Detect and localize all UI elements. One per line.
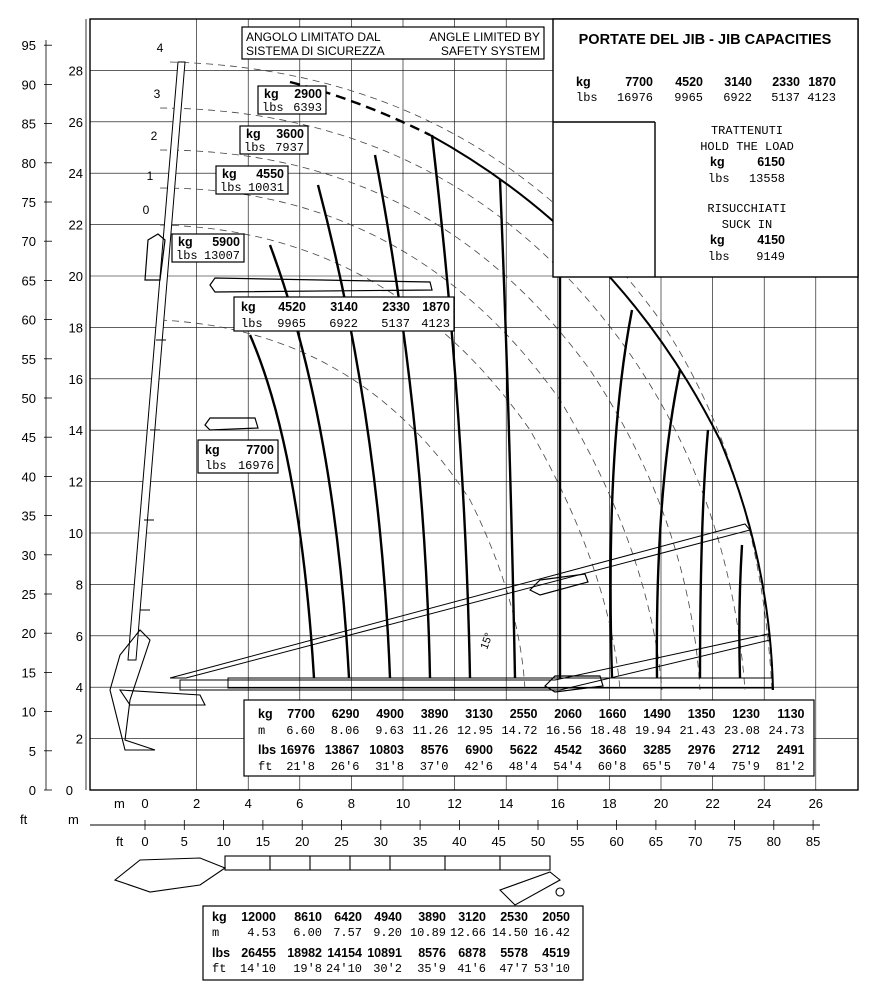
jib-lbs-label: lbs [576, 91, 598, 105]
hold-lbs-unit: lbs [708, 172, 730, 186]
ct-lbs-label: lbs [212, 946, 231, 960]
crane-m: 7.57 [333, 926, 362, 940]
y-axis-ft [22, 38, 52, 798]
outreach-ft: 60'8 [597, 760, 627, 774]
outreach-m: 14.72 [501, 724, 538, 738]
crane-lbs: 10891 [367, 946, 402, 960]
outreach-kg: 6290 [331, 707, 360, 721]
outreach-m: 12.95 [456, 724, 493, 738]
crane-m: 9.20 [373, 926, 402, 940]
outreach-kg: 1490 [643, 707, 671, 721]
outreach-kg: 1660 [598, 707, 627, 721]
jib-cap-kg: 7700 [625, 75, 653, 89]
ot-lbs-label: lbs [258, 743, 277, 757]
outreach-ft: 65'5 [642, 760, 671, 774]
y-tick-ft: 10 [21, 704, 36, 720]
outreach-kg: 4900 [376, 707, 404, 721]
y-tick-ft: 90 [21, 77, 36, 93]
x-tick-m: 22 [705, 796, 720, 811]
x-tick-ft: 10 [216, 834, 231, 849]
crane-ft: 24'10 [325, 962, 362, 976]
outreach-m: 18.48 [590, 724, 627, 738]
x-tick-m: 10 [395, 796, 411, 811]
low-capacity-box [198, 440, 278, 473]
jib-position-label: 1 [146, 169, 154, 183]
x-tick-ft: 80 [766, 834, 782, 849]
y-tick-m: 0 [65, 783, 73, 798]
outreach-kg: 2060 [554, 707, 582, 721]
x-tick-ft: 65 [648, 834, 664, 849]
jib-cap-kg: 3140 [724, 75, 752, 89]
y-tick-m: 28 [68, 63, 83, 79]
crane-lbs: 8576 [418, 946, 446, 960]
height-box-kg-label: kg [222, 167, 237, 181]
crane-kg: 3120 [458, 910, 486, 924]
y-tick-ft: 40 [21, 469, 36, 485]
y-unit-ft: ft [20, 812, 28, 827]
outreach-lbs: 3660 [598, 743, 627, 757]
y-tick-ft: 60 [21, 312, 36, 328]
x-tick-ft: 25 [334, 834, 349, 849]
outreach-ft: 81'2 [775, 760, 805, 774]
y-tick-m: 10 [68, 526, 83, 541]
jib-cap-lbs: 4123 [807, 91, 836, 105]
ot-kg-label: kg [258, 707, 273, 721]
safety-it-2: SISTEMA DI SICUREZZA [246, 44, 385, 58]
outreach-kg: 3890 [420, 707, 449, 721]
outreach-table [244, 700, 814, 776]
mid-box-lbs: 5137 [381, 317, 410, 331]
x-tick-ft: 85 [805, 834, 821, 849]
crane-ft: 19'8 [293, 962, 322, 976]
outreach-m: 23.08 [723, 724, 760, 738]
jib-cap-kg: 2330 [772, 75, 800, 89]
mid-box-kg: 1870 [422, 300, 450, 314]
height-box-lbs: 13007 [203, 249, 240, 263]
height-capacity-boxes [172, 86, 326, 263]
crane-m: 16.42 [533, 926, 570, 940]
mid-capacity-box [234, 297, 454, 331]
x-tick-m: 0 [141, 796, 149, 811]
outreach-ft: 48'4 [508, 760, 538, 774]
crane-m: 14.50 [491, 926, 528, 940]
x-tick-m: 24 [756, 796, 772, 811]
y-tick-ft: 5 [28, 743, 36, 759]
crane-kg: 2050 [542, 910, 570, 924]
y-axis-m [66, 19, 86, 798]
x-tick-ft: 40 [452, 834, 467, 849]
hold-label-it: TRATTENUTI [710, 124, 784, 138]
outreach-ft: 31'8 [375, 760, 404, 774]
y-tick-ft: 55 [21, 351, 36, 367]
crane-kg: 2530 [500, 910, 528, 924]
y-unit-m: m [68, 812, 79, 827]
mid-box-kg: 3140 [330, 300, 358, 314]
x-tick-m: 8 [347, 796, 356, 811]
outreach-lbs: 5622 [509, 743, 538, 757]
crane-ft: 35'9 [417, 962, 446, 976]
y-tick-m: 2 [75, 731, 83, 747]
crane-m: 10.89 [409, 926, 446, 940]
x-tick-ft: 30 [373, 834, 389, 849]
jib-kg-label: kg [576, 75, 591, 89]
x-tick-ft: 5 [180, 834, 188, 849]
y-tick-ft: 75 [21, 195, 36, 210]
outreach-m: 21.43 [679, 724, 716, 738]
ct-m-label: m [212, 926, 220, 940]
y-tick-m: 26 [68, 114, 83, 130]
outreach-m: 24.73 [768, 724, 805, 738]
outreach-lbs: 16976 [280, 743, 315, 757]
outreach-ft: 70'4 [686, 760, 716, 774]
mid-kg-label: kg [241, 300, 256, 314]
outreach-ft: 21'8 [286, 760, 315, 774]
jib-cap-kg: 1870 [808, 75, 836, 89]
crane-bottom-drawing [115, 856, 564, 905]
x-tick-m: 14 [498, 796, 514, 811]
jib-position-labels [143, 41, 164, 217]
x-tick-ft: 55 [570, 834, 585, 849]
y-tick-ft: 30 [21, 547, 36, 563]
suck-kg-unit: kg [710, 233, 725, 247]
x-tick-m: 12 [447, 796, 462, 811]
crane-ft: 47'7 [499, 962, 528, 976]
x-tick-m: 26 [808, 796, 824, 811]
y-tick-m: 18 [68, 320, 83, 336]
jib-position-label: 0 [142, 203, 150, 217]
height-box-lbs-label: lbs [244, 141, 266, 155]
crane-kg: 4940 [374, 910, 402, 924]
outreach-lbs: 6900 [465, 743, 493, 757]
crane-lbs: 5578 [500, 946, 528, 960]
outreach-ft: 42'6 [464, 760, 493, 774]
y-tick-ft: 65 [21, 273, 36, 289]
hold-kg: 6150 [757, 155, 785, 169]
crane-kg: 8610 [294, 910, 322, 924]
outreach-lbs: 13867 [324, 743, 360, 757]
x-tick-m: 20 [653, 796, 669, 811]
outreach-m: 16.56 [545, 724, 582, 738]
low-kg-label: kg [205, 443, 220, 457]
y-tick-ft: 45 [21, 430, 36, 446]
hold-kg-unit: kg [710, 155, 725, 169]
jib-cap-kg: 4520 [675, 75, 703, 89]
height-box-lbs: 10031 [247, 181, 284, 195]
jib-cap-lbs: 6922 [723, 91, 752, 105]
y-tick-ft: 70 [21, 234, 36, 250]
outreach-m: 6.60 [286, 724, 315, 738]
height-box-lbs-label: lbs [176, 249, 198, 263]
y-tick-ft: 15 [21, 665, 36, 681]
outreach-lbs: 4542 [554, 743, 582, 757]
mid-box-lbs: 9965 [277, 317, 306, 331]
ct-ft-label: ft [212, 962, 227, 976]
outreach-lbs: 10803 [369, 743, 404, 757]
safety-it-1: ANGOLO LIMITATO DAL [246, 30, 381, 44]
x-axis-ft [141, 820, 820, 849]
y-tick-m: 20 [68, 269, 83, 284]
outreach-kg: 3130 [465, 707, 493, 721]
outreach-m: 8.06 [330, 724, 360, 738]
outreach-lbs: 8576 [420, 743, 449, 757]
x-unit-ft: ft [116, 834, 124, 849]
outreach-lbs: 3285 [643, 743, 671, 757]
outreach-ft: 26'6 [330, 760, 360, 774]
suck-kg: 4150 [757, 233, 785, 247]
y-tick-m: 24 [68, 166, 83, 182]
height-box-kg-label: kg [178, 235, 193, 249]
jib-cap-lbs: 5137 [771, 91, 800, 105]
height-box-kg-label: kg [264, 87, 279, 101]
x-tick-m: 6 [296, 796, 304, 811]
mid-box-lbs: 4123 [421, 317, 450, 331]
outreach-kg: 2550 [509, 707, 538, 721]
suck-lbs: 9149 [756, 250, 785, 264]
height-box-lbs-label: lbs [262, 101, 284, 115]
ot-ft-label: ft [258, 760, 273, 774]
outreach-kg: 1130 [777, 707, 805, 721]
crane-ft: 14'10 [239, 962, 276, 976]
crane-lbs: 4519 [542, 946, 570, 960]
low-lbs: 16976 [237, 459, 274, 473]
x-tick-m: 4 [244, 796, 252, 811]
x-tick-m: 18 [602, 796, 617, 811]
x-tick-m: 16 [550, 796, 566, 811]
y-tick-m: 6 [75, 628, 83, 644]
jib-position-label: 4 [156, 41, 164, 55]
chart-title: PORTATE DEL JIB - JIB CAPACITIES [578, 32, 832, 48]
y-tick-ft: 35 [21, 508, 36, 524]
mid-box-kg: 2330 [382, 300, 410, 314]
outreach-ft: 54'4 [553, 760, 582, 774]
x-tick-ft: 15 [255, 834, 271, 849]
x-tick-ft: 60 [609, 834, 624, 849]
outreach-lbs: 2491 [776, 743, 805, 757]
y-tick-m: 8 [75, 577, 83, 593]
outreach-m: 19.94 [634, 724, 671, 738]
height-box-lbs-label: lbs [220, 181, 242, 195]
crane-lbs: 6878 [458, 946, 486, 960]
crane-kg: 12000 [241, 910, 276, 924]
y-tick-ft: 95 [21, 38, 36, 54]
ct-kg-label: kg [212, 910, 227, 924]
outreach-kg: 1350 [687, 707, 716, 721]
x-tick-ft: 35 [412, 834, 428, 849]
outreach-kg: 1230 [732, 707, 760, 721]
jib-cap-lbs: 16976 [616, 91, 653, 105]
y-tick-m: 12 [68, 474, 83, 490]
y-tick-ft: 20 [21, 626, 36, 642]
height-box-lbs: 7937 [275, 141, 304, 155]
mid-box-kg: 4520 [278, 300, 306, 314]
height-box-kg: 5900 [212, 235, 240, 249]
crane-m: 4.53 [247, 926, 276, 940]
outreach-ft: 75'9 [731, 760, 760, 774]
x-tick-ft: 70 [687, 834, 703, 849]
jib-position-label: 2 [150, 129, 158, 143]
crane-ft: 41'6 [457, 962, 486, 976]
outreach-lbs: 2976 [687, 743, 716, 757]
height-box-kg: 3600 [276, 127, 304, 141]
jib-capacities-panel [553, 19, 858, 277]
y-tick-ft: 0 [28, 783, 36, 798]
suck-label-en: SUCK IN [721, 218, 773, 232]
height-box-lbs: 6393 [293, 101, 322, 115]
mid-lbs-label: lbs [241, 317, 263, 331]
x-tick-ft: 45 [491, 834, 506, 849]
crane-m: 12.66 [449, 926, 486, 940]
x-tick-ft: 0 [141, 834, 149, 849]
x-tick-ft: 50 [530, 834, 546, 849]
crane-kg: 6420 [334, 910, 362, 924]
angle-note: 15° [478, 631, 496, 652]
jib-cap-lbs: 9965 [674, 91, 703, 105]
y-tick-m: 16 [68, 371, 83, 387]
safety-en-2: SAFETY SYSTEM [440, 44, 540, 58]
crane-lbs: 26455 [241, 946, 276, 960]
height-box-kg-label: kg [246, 127, 261, 141]
hold-label-en: HOLD THE LOAD [700, 140, 794, 154]
outreach-ft: 37'0 [419, 760, 449, 774]
low-kg: 7700 [246, 443, 274, 457]
crane-m: 6.00 [293, 926, 322, 940]
low-lbs-label: lbs [205, 459, 227, 473]
safety-note [242, 27, 544, 59]
crane-ft: 30'2 [373, 962, 402, 976]
x-unit-m: m [114, 796, 125, 811]
y-tick-m: 22 [68, 217, 83, 233]
x-axis-m [141, 796, 823, 811]
height-box-kg: 4550 [256, 167, 284, 181]
suck-label-it: RISUCCHIATI [707, 202, 787, 216]
outreach-kg: 7700 [287, 707, 315, 721]
y-tick-ft: 25 [21, 587, 36, 602]
jib-position-label: 3 [153, 87, 161, 101]
y-tick-ft: 80 [21, 155, 36, 171]
suck-lbs-unit: lbs [708, 250, 730, 264]
outreach-m: 11.26 [412, 724, 449, 738]
y-tick-m: 14 [68, 423, 83, 439]
vertical-boom [128, 62, 185, 660]
y-tick-ft: 85 [21, 116, 36, 132]
y-tick-ft: 50 [21, 391, 36, 406]
outreach-lbs: 2712 [732, 743, 760, 757]
crane-lbs: 18982 [287, 946, 322, 960]
mid-box-lbs: 6922 [329, 317, 358, 331]
x-tick-m: 2 [192, 796, 201, 811]
height-box-kg: 2900 [294, 87, 322, 101]
outreach-m: 9.63 [375, 724, 404, 738]
y-tick-m: 4 [75, 680, 83, 696]
crane-kg: 3890 [418, 910, 446, 924]
inclined-booms [170, 524, 773, 690]
crane-table [203, 906, 583, 980]
ot-m-label: m [258, 724, 266, 738]
crane-ft: 53'10 [533, 962, 570, 976]
x-tick-ft: 20 [294, 834, 310, 849]
hold-lbs: 13558 [748, 172, 785, 186]
safety-en-1: ANGLE LIMITED BY [429, 30, 540, 44]
x-tick-ft: 75 [727, 834, 742, 849]
crane-lbs: 14154 [327, 946, 362, 960]
